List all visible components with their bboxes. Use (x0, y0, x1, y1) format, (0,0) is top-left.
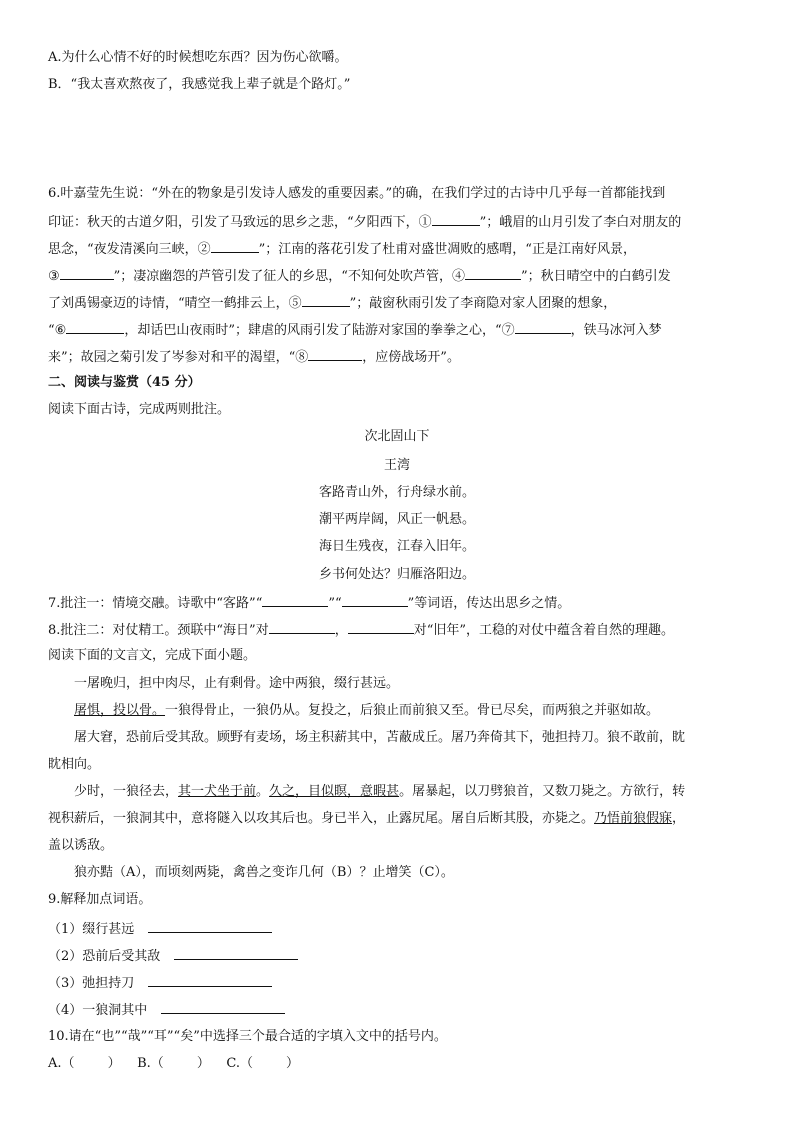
answer-blank-2[interactable] (211, 239, 259, 253)
q10-title: 10.请在“也”“哉”“耳”“矣”中选择三个最合适的字填入文中的括号内。 (48, 1029, 447, 1044)
q7 (48, 593, 754, 613)
underlined-sentence: 其一犬坐于前 (178, 784, 257, 799)
prose-paragraph-4-end: 盖以诱敌。 (48, 838, 114, 853)
answer-blank-q7-1[interactable] (262, 593, 328, 607)
prose-text: 。屠暴起，以刀劈狼首，又数刀毙之。方欲行，转 (399, 784, 686, 799)
q6-line-4 (48, 266, 754, 286)
q6-text: ，应傍战场开”。 (362, 350, 460, 365)
q6-text: ”；敲窗秋雨引发了李商隐对家人团聚的想象， (349, 296, 617, 311)
q8 (48, 620, 754, 640)
q9-item-label: （3）弛担持刀 (48, 976, 135, 991)
answer-blank-8[interactable] (308, 347, 362, 361)
poem-line: 乡书何处达？归雁洛阳边。 (318, 567, 475, 582)
q9-item-3 (48, 973, 754, 993)
q6-text: ，铁马冰河入梦 (570, 323, 662, 338)
underlined-sentence: 久之，目似瞑，意暇甚 (269, 784, 400, 799)
prose-paragraph-2 (74, 702, 754, 720)
q9-item-4 (48, 1000, 754, 1020)
q6-line-1: 6.叶嘉莹先生说：“外在的物象是引发诗人感发的重要因素。”的确，在我们学过的古诗中几乎每一首都能找到 (48, 186, 666, 201)
answer-blank-4[interactable] (465, 266, 521, 280)
q5-option-b: B．“我太喜欢熬夜了，我感觉我上辈子就是个路灯。” (48, 77, 351, 92)
q7-text: ”“ (328, 596, 342, 611)
q5-option-a: A.为什么心情不好的时候想吃东西？因为伤心欲嚼。 (48, 50, 348, 65)
q8-text: 对“旧年”，工稳的对仗中蕴含着自然的理趣。 (413, 623, 675, 638)
prose-text: 少时，一狼径去， (74, 784, 179, 799)
q6-line-7 (48, 347, 754, 367)
q9-answer-line-3[interactable] (148, 973, 272, 987)
answer-blank-6[interactable] (66, 320, 124, 334)
answer-blank-q7-2[interactable] (342, 593, 408, 607)
q9-item-1 (48, 919, 754, 939)
q6-text: ③ (48, 269, 60, 284)
q9-answer-line-1[interactable] (148, 919, 272, 933)
answer-blank-q8-2[interactable] (348, 620, 414, 634)
underlined-sentence: 屠惧，投以骨。 (74, 703, 166, 718)
q9-answer-line-2[interactable] (174, 946, 298, 960)
answer-blank-7[interactable] (515, 320, 571, 334)
poem-line: 潮平两岸阔，风正一帆悬。 (318, 512, 475, 527)
q6-text: ”；峨眉的山月引发了李白对朋友的 (479, 215, 682, 230)
answer-blank-5[interactable] (302, 293, 350, 307)
prose-paragraph-4-cont (48, 810, 754, 828)
prose-text: ， (672, 811, 686, 826)
prose-instruction: 阅读下面的文言文，完成下面小题。 (48, 648, 257, 663)
q6-line-6 (48, 320, 754, 340)
prose-paragraph-5: 狼亦黠（A），而顷刻两毙，禽兽之变诈几何（B）？止增笑（C）。 (74, 865, 454, 880)
q6-line-5 (48, 293, 754, 313)
q6-text: 思念，“夜发清溪向三峡，② (48, 242, 211, 257)
answer-blank-q8-1[interactable] (269, 620, 335, 634)
q9-answer-line-4[interactable] (161, 1000, 285, 1014)
poem-author: 王湾 (383, 458, 410, 473)
prose-paragraph-3-cont: 眈相向。 (48, 757, 101, 772)
q6-line-2 (48, 212, 754, 232)
q9-title: 9.解释加点词语。 (48, 892, 152, 907)
prose-text: 视积薪后，一狼洞其中，意将隧入以攻其后也。身已半入，止露尻尾。屠自后断其股，亦毙之。 (48, 811, 595, 826)
q6-text: 印证：秋天的古道夕阳，引发了马致远的思乡之悲，“夕阳西下，① (48, 215, 432, 230)
q7-text: 7.批注一：情境交融。诗歌中“客路”“ (48, 596, 263, 611)
q9-item-label: （2）恐前后受其敌 (48, 949, 161, 964)
prose-paragraph-1: 一屠晚归，担中肉尽，止有剩骨。途中两狼，缀行甚远。 (74, 676, 400, 691)
poem-line: 海日生残夜，江春入旧年。 (318, 539, 475, 554)
q9-item-label: （1）缀行甚远 (48, 922, 135, 937)
q6-text: ”；秋日晴空中的白鹤引发 (520, 269, 671, 284)
answer-blank-1[interactable] (432, 212, 480, 226)
q9-item-2 (48, 946, 754, 966)
q9-item-label: （4）一狼洞其中 (48, 1003, 148, 1018)
poem-line: 客路青山外，行舟绿水前。 (318, 485, 475, 500)
answer-blank-3[interactable] (60, 266, 114, 280)
poem-title: 次北固山下 (364, 429, 430, 444)
q6-line-3 (48, 239, 754, 259)
prose-text: 一狼得骨止，一狼仍从。复投之，后狼止而前狼又至。骨已尽矣，而两狼之并驱如故。 (165, 703, 660, 718)
q8-text: 8.批注二：对仗精工。颈联中“海日”对 (48, 623, 269, 638)
underlined-sentence: 乃悟前狼假寐 (594, 811, 673, 826)
q7-text: ”等词语，传达出思乡之情。 (407, 596, 571, 611)
poem-instruction: 阅读下面古诗，完成两则批注。 (48, 402, 231, 417)
q10-options[interactable]: A.（ ） B.（ ） C.（ ） (48, 1056, 300, 1071)
q6-text: 了刘禹锡豪迈的诗情，“晴空一鹤排云上，⑤ (48, 296, 302, 311)
prose-paragraph-3: 屠大窘，恐前后受其敌。顾野有麦场，场主积薪其中，苫蔽成丘。屠乃奔倚其下，弛担持刀。狼不敢前，眈 (74, 730, 686, 745)
q6-text: 来”；故园之菊引发了岑参对和平的渴望，“⑧ (48, 350, 309, 365)
q6-text: “⑥ (48, 323, 67, 338)
prose-paragraph-4 (74, 783, 754, 801)
q6-text: ”；江南的落花引发了杜甫对盛世凋败的感喟，“正是江南好风景， (258, 242, 636, 257)
q6-text: ，却话巴山夜雨时”；肆虐的风雨引发了陆游对家国的拳拳之心，“⑦ (124, 323, 515, 338)
q6-text: ”；凄凉幽怨的芦管引发了征人的乡思，“不知何处吹芦管，④ (113, 269, 465, 284)
q8-text: ， (334, 623, 348, 638)
prose-text: 。 (256, 784, 270, 799)
section-2-title: 二、阅读与鉴赏（45 分） (48, 375, 201, 390)
